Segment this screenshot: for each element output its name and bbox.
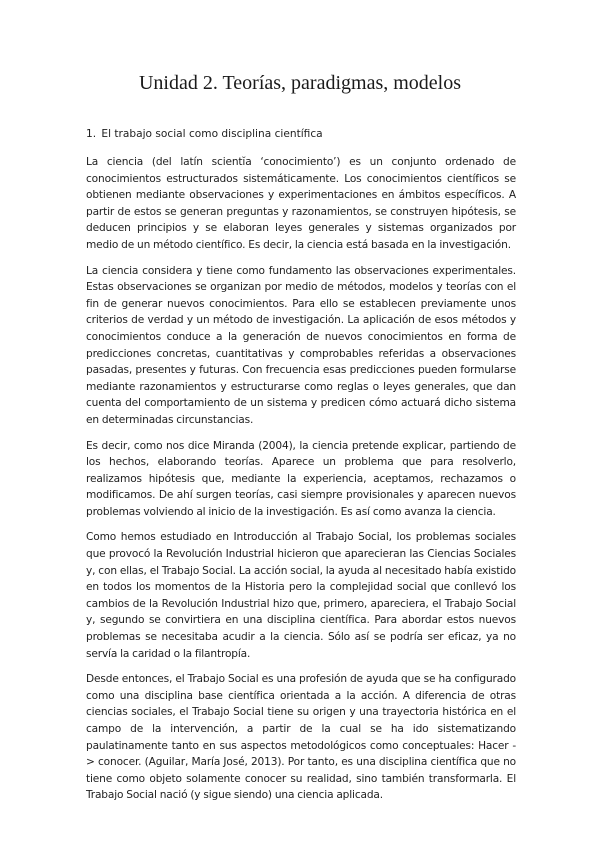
page-title: Unidad 2. Teorías, paradigmas, modelos — [138, 72, 462, 94]
paragraph-5: Desde entonces, el Trabajo Social es una profesión de ayuda que se ha configurado como una disciplina base científica orientada a la acción. A diferencia de otras ciencias sociales, el Trabajo Social tiene su origen y una trayectoria histórica en el campo de la intervención, a partir de la cual se ha ido sistematizando paulatinamente tanto en sus aspectos metodológicos como conceptuales: Hacer -> conocer. (Aguilar, María José, 2013). Por tanto, es una disciplina científica que no tiene como objeto solamente conocer su realidad, sino también transformarla. El Trabajo Social nació (y sigue siendo) una ciencia aplicada. — [86, 673, 516, 802]
paragraph-4: Como hemos estudiado en Introducción al Trabajo Social, los problemas sociales que provocó la Revolución Industrial hicieron que aparecieran las Ciencias Sociales y, con ellas, el Trabajo Social. La acción social, la ayuda al necesitado había existido en todos los momentos de la Historia pero la complejidad social que conllevó los cambios de la Revolución Industrial hizo que, primero, apareciera, el Trabajo Social y, segundo se convirtiera en una disciplina científica. Para abordar estos nuevos problemas se necesitaba acudir a la ciencia. Sólo así se podría ser eficaz, ya no servía la caridad o la filantropía. — [86, 531, 516, 660]
paragraph-2: La ciencia considera y tiene como fundamento las observaciones experimentales. Estas observaciones se organizan por medio de métodos, modelos y teorías con el fin de generar nuevos conocimientos. Para ello se establecen previamente unos criterios de verdad y un método de investigación. La aplicación de esos métodos y conocimientos conduce a la generación de nuevos conocimientos en forma de predicciones concretas, cuantitativas y comprobables referidas a observaciones pasadas, presentes y futuras. Con frecuencia esas predicciones pueden formularse mediante razonamientos y estructurarse como reglas o leyes generales, que dan cuenta del comportamiento de un sistema y predicen cómo actuará dicho sistema en determinadas circunstancias. — [86, 264, 516, 426]
section-number: 1. — [86, 128, 97, 140]
paragraph-3: Es decir, como nos dice Miranda (2004), la ciencia pretende explicar, partiendo de los hechos, elaborando teorías. Aparece un problema que para resolverlo, realizamos hipótesis que, mediante la experiencia, aceptamos, rechazamos o modificamos. De ahí surgen teorías, casi siempre provisionales y aparecen nuevos problemas volviendo al inicio de la investigación. Es así como avanza la ciencia. — [86, 439, 516, 518]
paragraph-1: La ciencia (del latín scientĭa ‘conocimiento’) es un conjunto ordenado de conocimientos estructurados sistemáticamente. Los conocimientos científicos se obtienen mediante observaciones y experimentaciones en ámbitos específicos. A partir de estos se generan preguntas y razonamientos, se construyen hipótesis, se deducen principios y se elaboran leyes generales y sistemas organizados por medio de un método científico. Es decir, la ciencia está basada en la investigación. — [86, 156, 516, 251]
section-heading-text: El trabajo social como disciplina científica — [101, 128, 323, 140]
document-body — [86, 126, 516, 813]
section-heading — [86, 126, 516, 143]
